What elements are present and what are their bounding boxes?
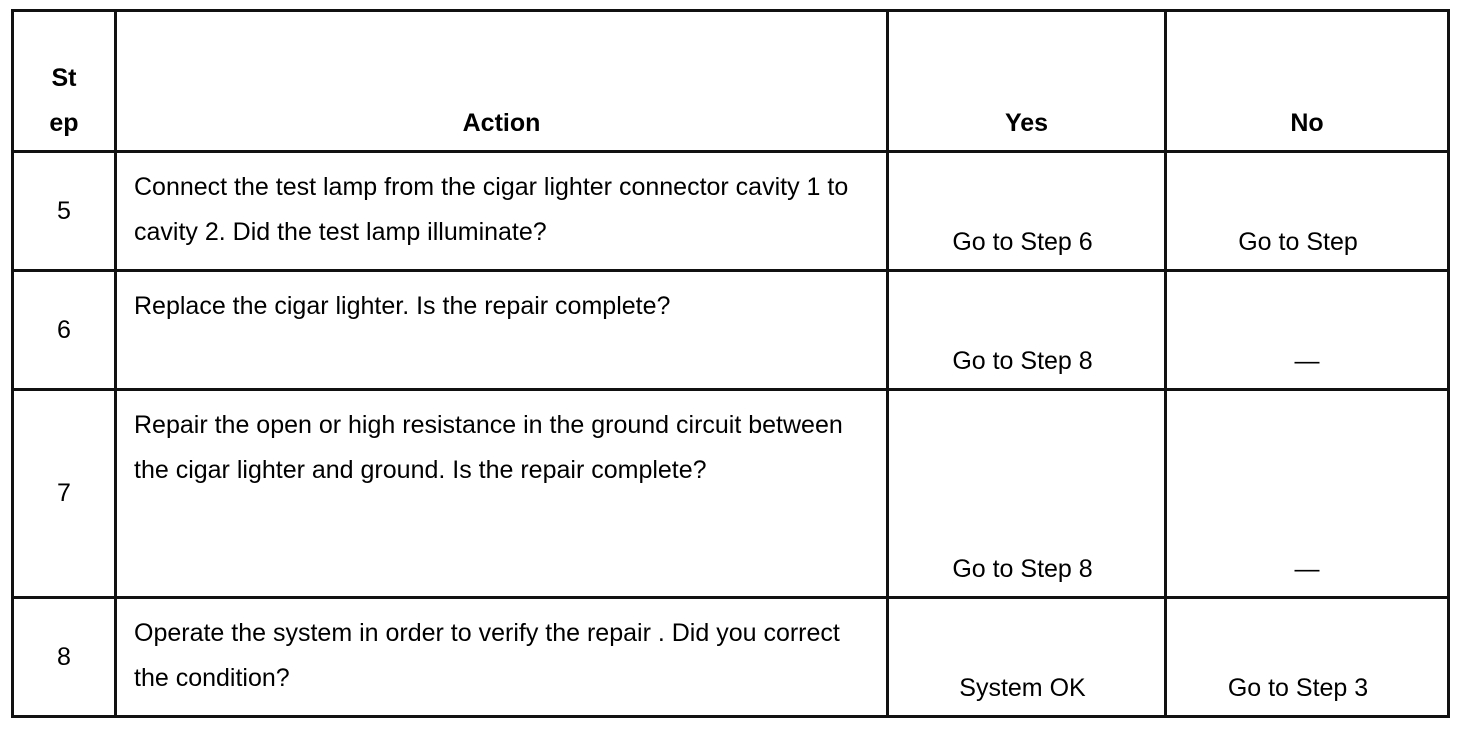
step-number: 8 <box>13 598 116 717</box>
diagnostic-table <box>11 9 1450 718</box>
yes-result: Go to Step 8 <box>888 390 1166 598</box>
yes-result: System OK <box>888 598 1166 717</box>
table-row <box>13 598 1449 717</box>
header-step-line2: ep <box>49 109 79 137</box>
table-row <box>13 152 1449 271</box>
step-number: 7 <box>13 390 116 598</box>
no-result: Go to Step <box>1166 152 1449 271</box>
no-result: — <box>1166 271 1449 390</box>
table-row <box>13 390 1449 598</box>
header-step-line1: St <box>51 64 77 92</box>
header-action: Action <box>116 11 888 152</box>
header-step <box>13 11 116 152</box>
action-text: Repair the open or high resistance in the ground circuit between the cigar lighter and ground. Is the repair complete? <box>116 390 888 598</box>
action-text: Connect the test lamp from the cigar lighter connector cavity 1 to cavity 2. Did the test lamp illuminate? <box>116 152 888 271</box>
header-row <box>13 11 1449 152</box>
no-result: — <box>1166 390 1449 598</box>
yes-result: Go to Step 6 <box>888 152 1166 271</box>
header-no: No <box>1166 11 1449 152</box>
action-text: Operate the system in order to verify the repair . Did you correct the condition? <box>116 598 888 717</box>
yes-result: Go to Step 8 <box>888 271 1166 390</box>
step-number: 6 <box>13 271 116 390</box>
action-text: Replace the cigar lighter. Is the repair complete? <box>116 271 888 390</box>
header-yes: Yes <box>888 11 1166 152</box>
no-result: Go to Step 3 <box>1166 598 1449 717</box>
table-row <box>13 271 1449 390</box>
step-number: 5 <box>13 152 116 271</box>
